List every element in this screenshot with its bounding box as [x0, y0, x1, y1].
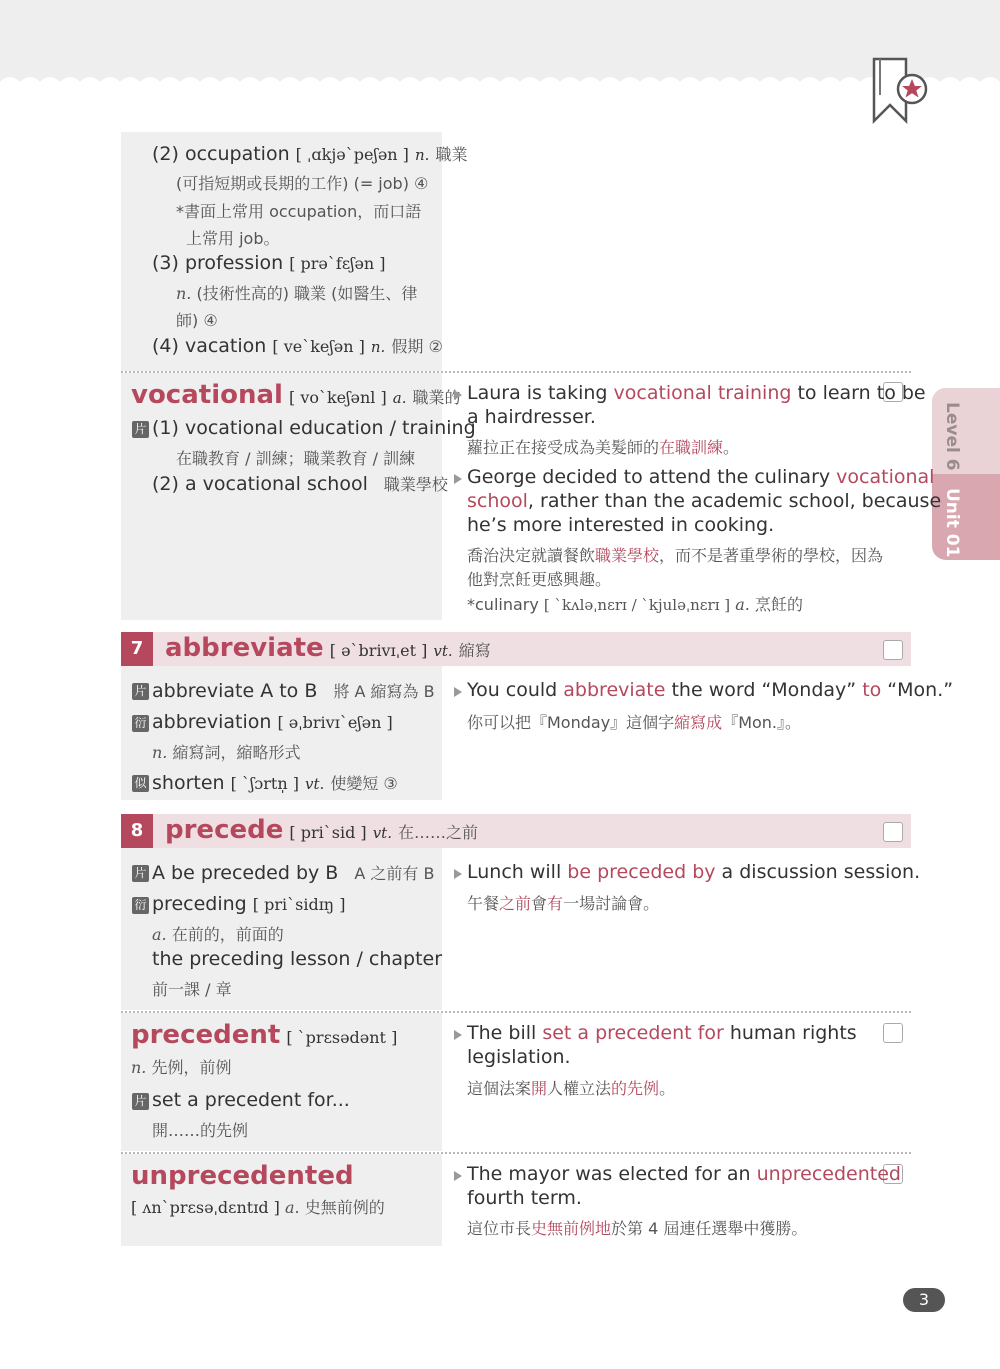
- highlight: to: [862, 679, 882, 701]
- separator: [121, 1011, 911, 1013]
- text: 蘿拉正在接受成為美髮師的: [467, 438, 660, 457]
- text: a discussion session.: [715, 861, 921, 883]
- highlight: set a precedent for: [542, 1022, 724, 1044]
- example-translation: [467, 1076, 675, 1099]
- text: George decided to attend the culinary: [467, 466, 837, 488]
- phonetic: [ ˋkʌləˌnɛrɪ / ˋkjuləˌnɛrɪ ]: [543, 596, 731, 614]
- headword-row: [165, 815, 478, 845]
- text: The bill: [467, 1022, 543, 1044]
- highlight: 開: [531, 1079, 548, 1098]
- text: to learn to be: [791, 382, 926, 404]
- word: abbreviation: [152, 711, 272, 733]
- example-translation: [467, 435, 739, 458]
- part-of-speech: a.: [392, 389, 407, 407]
- part-of-speech: n.: [152, 743, 168, 762]
- part-of-speech: n.: [370, 338, 386, 356]
- headword-meaning: [131, 1195, 385, 1218]
- profession-meaning: 師) ④: [176, 311, 218, 330]
- page-number: 3: [903, 1288, 945, 1312]
- part-of-speech: a.: [284, 1198, 300, 1217]
- derivative: [152, 711, 393, 733]
- example-translation: [467, 1216, 807, 1239]
- headword-meaning: [131, 1055, 232, 1078]
- example-sentence: he’s more interested in cooking.: [467, 514, 775, 536]
- phrase: set a precedent for...: [152, 1089, 350, 1111]
- phrase-icon: 片: [132, 865, 149, 882]
- phrase: [152, 472, 448, 495]
- text: 人權立法: [547, 1079, 612, 1098]
- text: 會: [531, 894, 548, 913]
- meaning: 縮寫: [458, 641, 491, 660]
- text: 於第 4 屆連任選舉中獲勝。: [611, 1219, 808, 1238]
- headword: precedent: [131, 1020, 281, 1050]
- entry-vacation: [152, 334, 443, 357]
- example-sentence: [467, 490, 941, 512]
- text: 一場討論會。: [563, 894, 660, 913]
- vocab-note: [467, 592, 803, 615]
- bullet-icon: [454, 1030, 462, 1040]
- meaning: 史無前例的: [304, 1198, 385, 1217]
- headword: precede: [165, 815, 284, 845]
- headword-row: [131, 380, 461, 410]
- part-of-speech: n.: [414, 146, 430, 164]
- word: (4) vacation: [152, 335, 267, 357]
- bullet-icon: [454, 474, 462, 484]
- checkbox[interactable]: [883, 1023, 903, 1043]
- phrase-icon: 片: [132, 683, 149, 700]
- highlight: 縮寫成: [674, 713, 723, 732]
- phonetic: [ əˌbrivɪˋeʃən ]: [277, 713, 393, 732]
- meaning: (技術性高的) 職業 (如醫生、律: [196, 284, 418, 303]
- separator: [121, 371, 911, 373]
- scalloped-edge: [0, 72, 1000, 92]
- example-sentence: [467, 466, 934, 488]
- profession-meaning: [176, 281, 417, 304]
- meaning: 使變短 ③: [330, 774, 398, 793]
- phonetic: [ ˋʃɔrtn̩ ]: [230, 774, 299, 793]
- part-of-speech: n.: [131, 1058, 147, 1077]
- phrase-meaning: 將 A 縮寫為 B: [333, 682, 435, 701]
- derivative: [152, 893, 345, 915]
- headword-row: [165, 633, 491, 663]
- example-sentence: [467, 679, 953, 701]
- part-of-speech: vt.: [305, 775, 325, 793]
- highlight: be preceded by: [567, 861, 716, 883]
- headword: abbreviate: [165, 633, 324, 663]
- derivative-icon: 衍: [132, 715, 149, 732]
- phrase-text: A be preceded by B: [152, 862, 339, 884]
- phrase-meaning: 開……的先例: [152, 1121, 249, 1140]
- entry-number: 8: [121, 814, 153, 848]
- phrase-meaning: 職業學校: [383, 475, 448, 494]
- phrase-text: abbreviate A to B: [152, 680, 318, 702]
- synonym: [152, 771, 398, 794]
- meaning: 烹飪的: [754, 595, 803, 614]
- headword: unprecedented: [131, 1161, 354, 1191]
- highlight: 在職訓練: [659, 438, 724, 457]
- part-of-speech: a.: [735, 595, 750, 614]
- meaning: 職業的: [412, 388, 461, 407]
- highlight: 史無前例地: [531, 1219, 612, 1238]
- example-sentence: [467, 1022, 857, 1044]
- bullet-icon: [454, 1171, 462, 1181]
- text: You could: [467, 679, 564, 701]
- meaning: 縮寫詞，縮略形式: [172, 743, 301, 762]
- example-sentence: [467, 1163, 901, 1185]
- panel-vocational: [121, 373, 442, 620]
- highlight: unprecedented: [756, 1163, 901, 1185]
- level-unit-tab[interactable]: [932, 388, 1000, 560]
- entry-occupation: [152, 142, 467, 165]
- text: ，而不是著重學術的學校，因為: [659, 546, 884, 565]
- meaning: 在……之前: [398, 823, 479, 842]
- phrase-meaning: 在職教育 / 訓練；職業教育 / 訓練: [176, 449, 416, 468]
- separator: [121, 1152, 911, 1154]
- bullet-icon: [454, 687, 462, 697]
- derivative-meaning: [152, 922, 284, 945]
- headword: vocational: [131, 380, 283, 410]
- note-word: *culinary: [467, 595, 539, 614]
- text: 。: [659, 1079, 676, 1098]
- phrase-meaning: 前一課 / 章: [152, 980, 232, 999]
- text: 這位市長: [467, 1219, 532, 1238]
- entry-number: 7: [121, 632, 153, 666]
- text: the word “Monday”: [665, 679, 863, 701]
- phonetic: [ priˋsidɪŋ ]: [252, 895, 346, 914]
- bullet-icon: [454, 390, 462, 400]
- usage-note: 上常用 job。: [186, 229, 280, 248]
- word: preceding: [152, 893, 247, 915]
- part-of-speech: a.: [152, 925, 167, 944]
- example-translation: [467, 891, 659, 914]
- bullet-icon: [454, 869, 462, 879]
- text: Lunch will: [467, 861, 568, 883]
- usage-note: *書面上常用 occupation，而口語: [176, 202, 422, 221]
- example-sentence: [467, 382, 926, 404]
- text: 午餐: [467, 894, 500, 913]
- text: 你可以把『Monday』這個字: [467, 713, 675, 732]
- example-translation: [467, 710, 801, 733]
- phonetic: [ ʌnˋprɛsəˌdɛntɪd ]: [131, 1198, 280, 1217]
- phonetic: [ ˋprɛsədənt ]: [286, 1028, 398, 1047]
- highlight: 有: [547, 894, 564, 913]
- highlight: 的先例: [611, 1079, 660, 1098]
- example-sentence: a hairdresser.: [467, 406, 596, 428]
- example-translation: [467, 543, 883, 566]
- text: 喬治決定就讀餐飲: [467, 546, 596, 565]
- occupation-note: (可指短期或長期的工作) (= job) ④: [176, 174, 429, 193]
- phrase: the preceding lesson / chapter: [152, 948, 443, 970]
- phonetic: [ ˌɑkjəˋpeʃən ]: [295, 145, 409, 164]
- phrase-meaning: A 之前有 B: [354, 864, 435, 883]
- example-sentence: legislation.: [467, 1046, 571, 1068]
- phonetic: [ prəˋfɛʃən ]: [289, 254, 386, 273]
- word: shorten: [152, 772, 225, 794]
- phonetic: [ priˋsid ]: [289, 823, 367, 842]
- part-of-speech: n.: [176, 284, 192, 303]
- checkbox[interactable]: [883, 822, 903, 842]
- example-sentence: [467, 861, 920, 883]
- highlight: vocational: [836, 466, 935, 488]
- meaning: 職業: [435, 145, 468, 164]
- phonetic: [ əˋbrivɪˌet ]: [329, 641, 428, 660]
- text: The mayor was elected for an: [467, 1163, 757, 1185]
- highlight: school: [467, 490, 528, 512]
- phonetic: [ voˋkeʃənl ]: [288, 388, 387, 407]
- meaning: 先例，前例: [151, 1058, 232, 1077]
- highlight: 職業學校: [595, 546, 660, 565]
- phrase: [152, 679, 435, 702]
- unit-label: Unit 01: [942, 488, 962, 558]
- word: (3) profession: [152, 252, 284, 274]
- example-translation: 他對烹飪更感興趣。: [467, 570, 612, 589]
- meaning: 在前的，前面的: [171, 925, 284, 944]
- text: 這個法案: [467, 1079, 532, 1098]
- synonym-icon: 似: [132, 775, 149, 792]
- entry-profession: [152, 252, 386, 274]
- text: Laura is taking: [467, 382, 614, 404]
- word: (2) occupation: [152, 143, 290, 165]
- phrase: [152, 861, 435, 884]
- part-of-speech: vt.: [433, 642, 453, 660]
- derivative-meaning: [152, 740, 301, 763]
- text: 『Mon.』。: [722, 713, 802, 732]
- example-sentence: fourth term.: [467, 1187, 582, 1209]
- derivative-icon: 衍: [132, 897, 149, 914]
- phrase-text: (2) a vocational school: [152, 473, 368, 495]
- text: , rather than the academic school, because: [527, 490, 942, 512]
- bookmark-star-icon: [868, 55, 932, 127]
- headword-row: [131, 1020, 397, 1050]
- phonetic: [ veˋkeʃən ]: [272, 337, 365, 356]
- level-label: Level 6: [942, 402, 962, 471]
- part-of-speech: vt.: [372, 824, 392, 842]
- phrase-icon: 片: [132, 1093, 149, 1110]
- text: 。: [723, 438, 740, 457]
- phrase-icon: 片: [132, 421, 149, 438]
- highlight: 之前: [499, 894, 532, 913]
- text: “Mon.”: [881, 679, 954, 701]
- phrase: (1) vocational education / training: [152, 417, 476, 439]
- checkbox[interactable]: [883, 640, 903, 660]
- highlight: vocational training: [613, 382, 792, 404]
- text: human rights: [723, 1022, 857, 1044]
- highlight: abbreviate: [563, 679, 666, 701]
- header-band: [0, 0, 1000, 82]
- meaning: 假期 ②: [391, 337, 443, 356]
